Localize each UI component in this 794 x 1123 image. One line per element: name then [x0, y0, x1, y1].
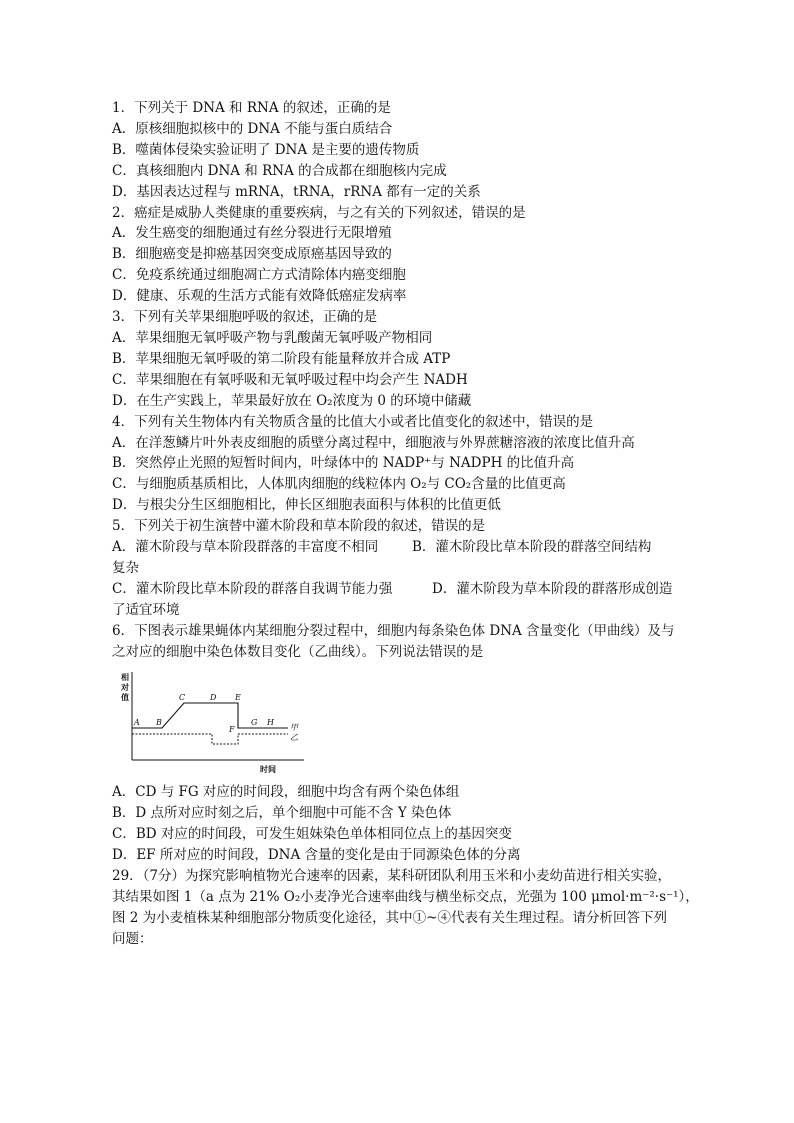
q6-figure — [118, 668, 308, 778]
q5-option-c: C．灌木阶段比草本阶段的群落自我调节能力强 — [112, 580, 393, 597]
q2-stem: 2．癌症是威胁人类健康的重要疾病，与之有关的下列叙述，错误的是 — [112, 204, 526, 221]
q1-option-b: B．噬菌体侵染实验证明了 DNA 是主要的遗传物质 — [112, 141, 420, 158]
point-label-a: A — [134, 718, 140, 728]
q5-row-cd — [112, 579, 692, 600]
y-axis-label-3: 值 — [121, 693, 129, 703]
q29-line1: 29．（7分）为探究影响植物光合速率的因素，某科研团队利用玉米和小麦幼苗进行相关实验， — [112, 868, 672, 885]
q6-option-a: A．CD 与 FG 对应的时间段，细胞中均含有两个染色体组 — [112, 784, 460, 801]
y-axis-label-2: 对 — [121, 683, 129, 693]
q3-option-a: A．苹果细胞无氧呼吸产物与乳酸菌无氧呼吸产物相同 — [112, 329, 433, 346]
q29-line2: 其结果如图 1（a 点为 21% O₂小麦净光合速率曲线与横坐标交点，光强为 100 μmol·m⁻²·s⁻¹）， — [112, 889, 699, 905]
q5-option-b: B．灌木阶段比草本阶段的群落空间结构 — [412, 539, 652, 556]
point-label-g: G — [251, 718, 258, 728]
q4-option-a: A．在洋葱鳞片叶外表皮细胞的质壁分离过程中，细胞液与外界蔗糖溶液的浓度比值升高 — [112, 434, 635, 451]
q5-stem: 5．下列关于初生演替中灌木阶段和草本阶段的叙述，错误的是 — [112, 518, 486, 535]
q5-option-d: D．灌木阶段为草本阶段的群落形成创造 — [432, 580, 673, 597]
q4-option-c: C．与细胞质基质相比，人体肌肉细胞的线粒体内 O₂与 CO₂含量的比值更高 — [112, 476, 566, 493]
q6-stem-line1: 6．下图表示雄果蝇体内某细胞分裂过程中，细胞内每条染色体 DNA 含量变化（甲曲线）及与 — [112, 622, 675, 639]
q2-option-a: A．发生癌变的细胞通过有丝分裂进行无限增殖 — [112, 225, 392, 242]
q6-option-d: D．EF 所对应的时间段，DNA 含量的变化是由于同源染色体的分离 — [112, 847, 521, 864]
q2-option-b: B．细胞癌变是抑癌基因突变成原癌基因导致的 — [112, 246, 392, 263]
q29-line4: 问题： — [112, 930, 153, 947]
q4-option-d: D．与根尖分生区细胞相比，伸长区细胞表面积与体积的比值更低 — [112, 497, 501, 514]
q3-option-d: D．在生产实践上，苹果最好放在 O₂浓度为 0 的环境中储藏 — [112, 392, 472, 409]
q5-option-a: A．灌木阶段与草本阶段群落的丰富度不相同 — [112, 539, 379, 556]
q3-stem: 3．下列有关苹果细胞呼吸的叙述，正确的是 — [112, 309, 378, 326]
q5-option-d-cont: 了适宜环境 — [112, 601, 180, 618]
q1-option-a: A．原核细胞拟核中的 DNA 不能与蛋白质结合 — [112, 120, 393, 137]
q1-option-d: D．基因表达过程与 mRNA，tRNA，rRNA 都有一定的关系 — [112, 183, 481, 200]
q2-option-d: D．健康、乐观的生活方式能有效降低癌症发病率 — [112, 288, 407, 305]
q4-stem: 4．下列有关生物体内有关物质含量的比值大小或者比值变化的叙述中，错误的是 — [112, 413, 594, 430]
x-axis-label: 时间 — [260, 765, 276, 775]
q29-line3: 图 2 为小麦植株某种细胞部分物质变化途径，其中①~④代表有关生理过程。请分析回答下列 — [112, 909, 667, 926]
point-label-e: E — [235, 693, 241, 703]
q3-option-c: C．苹果细胞在有氧呼吸和无氧呼吸过程中均会产生 NADH — [112, 371, 468, 388]
q5-row-ab — [112, 537, 692, 558]
q6-stem-line2: 之对应的细胞中染色体数目变化（乙曲线）。下列说法错误的是 — [112, 643, 484, 660]
q5-option-b-cont: 复杂 — [112, 559, 139, 576]
q2-option-c: C．免疫系统通过细胞凋亡方式清除体内癌变细胞 — [112, 267, 406, 284]
q1-stem: 1．下列关于 DNA 和 RNA 的叙述，正确的是 — [112, 100, 391, 116]
q4-option-b: B．突然停止光照的短暂时间内，叶绿体中的 NADP⁺与 NADPH 的比值升高 — [112, 455, 575, 472]
series-label-jia: 甲 — [290, 723, 298, 733]
point-label-f: F — [229, 725, 235, 735]
q3-option-b: B．苹果细胞无氧呼吸的第二阶段有能量释放并合成 ATP — [112, 350, 451, 367]
q1-option-c: C．真核细胞内 DNA 和 RNA 的合成都在细胞核内完成 — [112, 162, 447, 179]
q6-option-b: B．D 点所对应时刻之后，单个细胞中可能不含 Y 染色体 — [112, 805, 452, 822]
chromosome-dna-chart — [118, 668, 308, 778]
curve-yi — [132, 734, 288, 744]
exam-page — [112, 98, 699, 950]
point-label-h: H — [267, 718, 274, 728]
point-label-c: C — [179, 693, 186, 703]
point-label-d: D — [210, 693, 217, 703]
point-label-b: B — [156, 718, 162, 728]
y-axis-label-1: 相 — [121, 673, 129, 683]
series-label-yi: 乙 — [290, 733, 298, 743]
q6-option-c: C．BD 对应的时间段，可发生姐妹染色单体相同位点上的基因突变 — [112, 826, 512, 843]
